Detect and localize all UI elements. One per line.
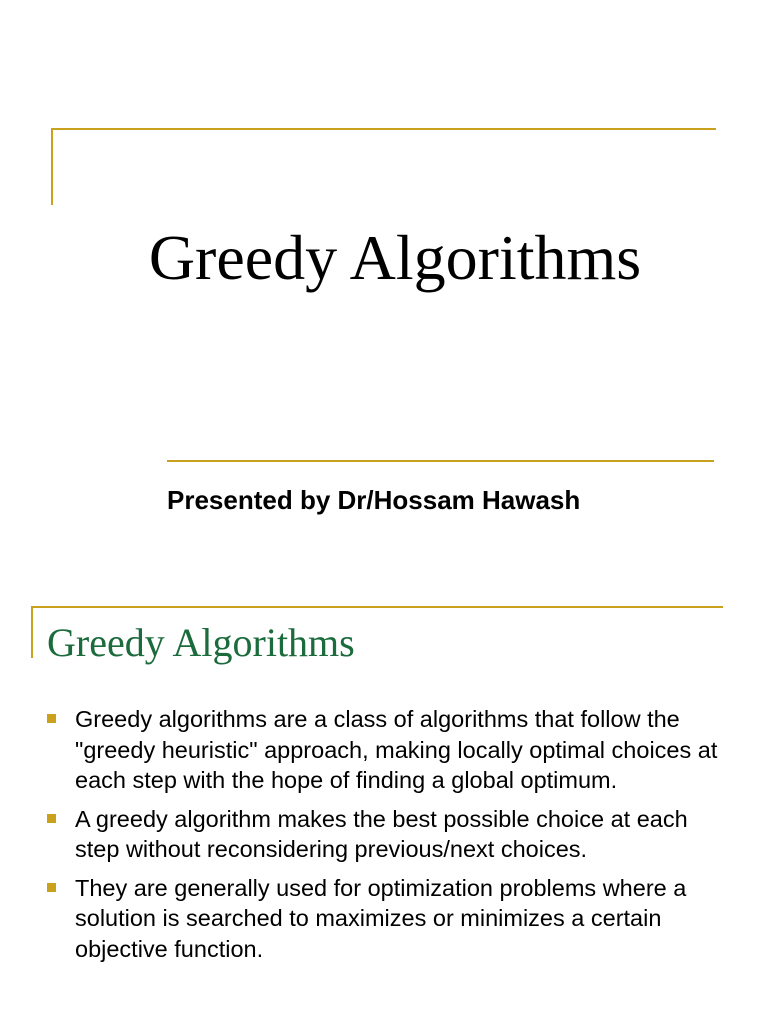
list-item — [0, 873, 768, 965]
left-vertical-rule — [51, 128, 53, 205]
subtitle-rule — [167, 460, 714, 462]
top-horizontal-rule — [31, 606, 723, 608]
list-item — [0, 704, 768, 796]
square-bullet-icon — [47, 714, 56, 723]
bullet-text: They are generally used for optimization problems where a solution is searched to maximizes or minimizes a certain objective function. — [75, 874, 687, 962]
slide-heading: Greedy Algorithms — [47, 620, 355, 665]
square-bullet-icon — [47, 814, 56, 823]
slide-title: Greedy Algorithms — [148, 222, 642, 293]
list-item — [0, 804, 768, 865]
square-bullet-icon — [47, 883, 56, 892]
bullet-text: Greedy algorithms are a class of algorithms that follow the "greedy heuristic" approach, making locally optimal choices at each step with the hope of finding a global optimum. — [75, 706, 718, 793]
presenter-line: Presented by Dr/Hossam Hawash — [167, 485, 581, 515]
bullet-list — [0, 704, 768, 972]
top-horizontal-rule — [51, 128, 716, 130]
bullet-text: A greedy algorithm makes the best possible choice at each step without reconsidering previous/next choices. — [75, 805, 688, 862]
left-vertical-rule — [31, 606, 33, 658]
content-slide — [0, 590, 768, 1024]
